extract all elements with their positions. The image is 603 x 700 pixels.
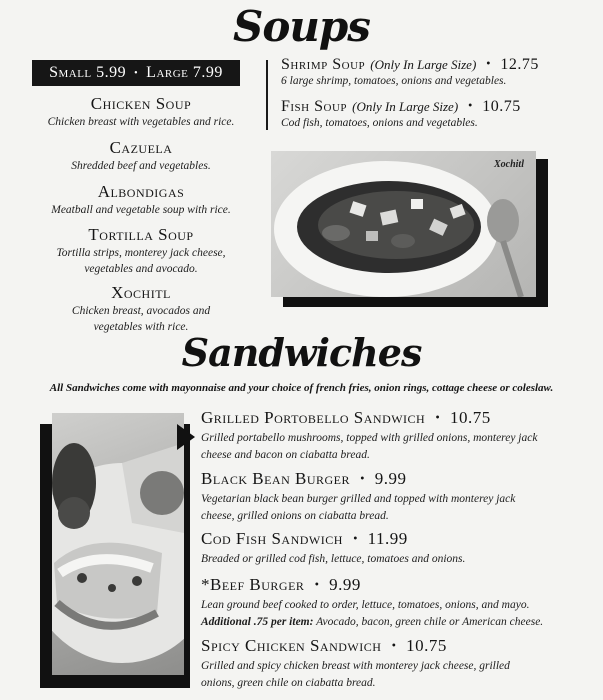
price-separator: • xyxy=(467,101,474,112)
small-price: Small 5.99 xyxy=(49,64,127,81)
item-description-line-2: onions, green chile on ciabatta bread. xyxy=(201,676,376,689)
item-description: Cod fish, tomatoes, onions and vegetables. xyxy=(281,117,478,129)
item-description-line-1: Lean ground beef cooked to order, lettuce, tomatoes, onions, and mayo. xyxy=(201,599,530,611)
item-description-line-1: Grilled portabello mushrooms, topped with grilled onions, monterey jack xyxy=(201,432,538,444)
menu-item-cod-fish-sandwich xyxy=(201,529,586,567)
item-description-line-1: Tortilla strips, monterey jack cheese, xyxy=(56,247,226,259)
additional-text: Avocado, bacon, green chile or American cheese. xyxy=(316,615,544,628)
price-separator: • xyxy=(485,59,492,70)
item-price: 10.75 xyxy=(482,98,521,115)
menu-item-fish-soup xyxy=(281,96,581,131)
item-description-line-1: Breaded or grilled cod fish, lettuce, tomatoes and onions. xyxy=(201,553,466,565)
item-name: Chicken Soup xyxy=(90,94,192,113)
item-price: 10.75 xyxy=(449,408,491,427)
item-price: 9.99 xyxy=(374,469,407,488)
item-description-line-2: cheese and bacon on ciabatta bread. xyxy=(201,448,370,461)
item-description: Chicken breast with vegetables and rice. xyxy=(47,116,235,128)
menu-item-cazuela xyxy=(30,138,252,174)
menu-item-shrimp-soup xyxy=(281,54,581,89)
menu-item-spicy-chicken-sandwich xyxy=(201,636,586,690)
menu-item-beef-burger xyxy=(201,575,586,629)
price-separator: • xyxy=(434,413,441,424)
item-size-note: (Only In Large Size) xyxy=(352,99,459,114)
item-name: Shrimp Soup xyxy=(281,56,366,73)
item-name: Tortilla Soup xyxy=(88,225,194,244)
size-price-banner xyxy=(32,60,240,86)
item-description-line-2: vegetables and avocado. xyxy=(84,262,198,275)
item-name: Cod Fish Sandwich xyxy=(201,529,343,548)
item-name: Xochitl xyxy=(111,283,171,302)
item-description: 6 large shrimp, tomatoes, onions and vegetables. xyxy=(281,75,507,87)
item-name: Albondigas xyxy=(97,182,185,201)
item-name: Cazuela xyxy=(109,138,173,157)
menu-item-albondigas xyxy=(30,182,252,218)
item-description-line-2: cheese, grilled onions on ciabatta bread. xyxy=(201,509,389,522)
photo-caption: Xochitl xyxy=(493,159,524,170)
sandwich-photo xyxy=(52,413,184,675)
soup-bowl-illustration xyxy=(271,151,536,297)
soup-photo xyxy=(271,151,536,297)
sandwiches-note: All Sandwiches come with mayonnaise and your choice of french fries, onion rings, cottage cheese or coleslaw. xyxy=(49,382,554,394)
price-separator: • xyxy=(313,580,320,591)
item-name: *Beef Burger xyxy=(201,575,305,594)
large-price: Large 7.99 xyxy=(146,64,223,81)
item-description-line-1: Vegetarian black bean burger grilled and topped with monterey jack xyxy=(201,493,516,505)
sandwich-plate-illustration xyxy=(52,413,184,675)
price-separator: • xyxy=(390,641,397,652)
item-name: Black Bean Burger xyxy=(201,469,351,488)
column-divider xyxy=(266,60,268,130)
menu-item-xochitl xyxy=(30,283,252,334)
menu-item-tortilla-soup xyxy=(30,225,252,276)
price-separator: • xyxy=(134,67,139,79)
menu-item-chicken-soup xyxy=(30,94,252,130)
item-description-line-1: Chicken breast, avocados and xyxy=(71,305,211,317)
soups-heading: Soups xyxy=(233,2,370,51)
item-price: 9.99 xyxy=(329,575,361,594)
price-separator: • xyxy=(352,534,359,545)
sandwiches-heading: Sandwiches xyxy=(181,330,422,375)
item-name: Fish Soup xyxy=(281,98,348,115)
menu-item-grilled-portobello-sandwich xyxy=(201,408,586,462)
item-description: Shredded beef and vegetables. xyxy=(71,160,211,172)
menu-item-black-bean-burger xyxy=(201,469,586,523)
pointer-arrow xyxy=(177,424,195,450)
item-description-line-2: vegetables with rice. xyxy=(93,320,189,333)
item-description-line-1: Grilled and spicy chicken breast with monterey jack cheese, grilled xyxy=(201,660,510,672)
item-name: Grilled Portobello Sandwich xyxy=(201,408,426,427)
item-name: Spicy Chicken Sandwich xyxy=(201,636,382,655)
item-size-note: (Only In Large Size) xyxy=(370,57,477,72)
item-description: Meatball and vegetable soup with rice. xyxy=(51,204,231,216)
price-separator: • xyxy=(359,474,366,485)
item-price: 10.75 xyxy=(406,636,447,655)
item-additional xyxy=(201,615,586,630)
item-price: 11.99 xyxy=(367,529,408,548)
item-price: 12.75 xyxy=(500,56,539,73)
additional-label: Additional .75 per item: xyxy=(201,615,314,628)
